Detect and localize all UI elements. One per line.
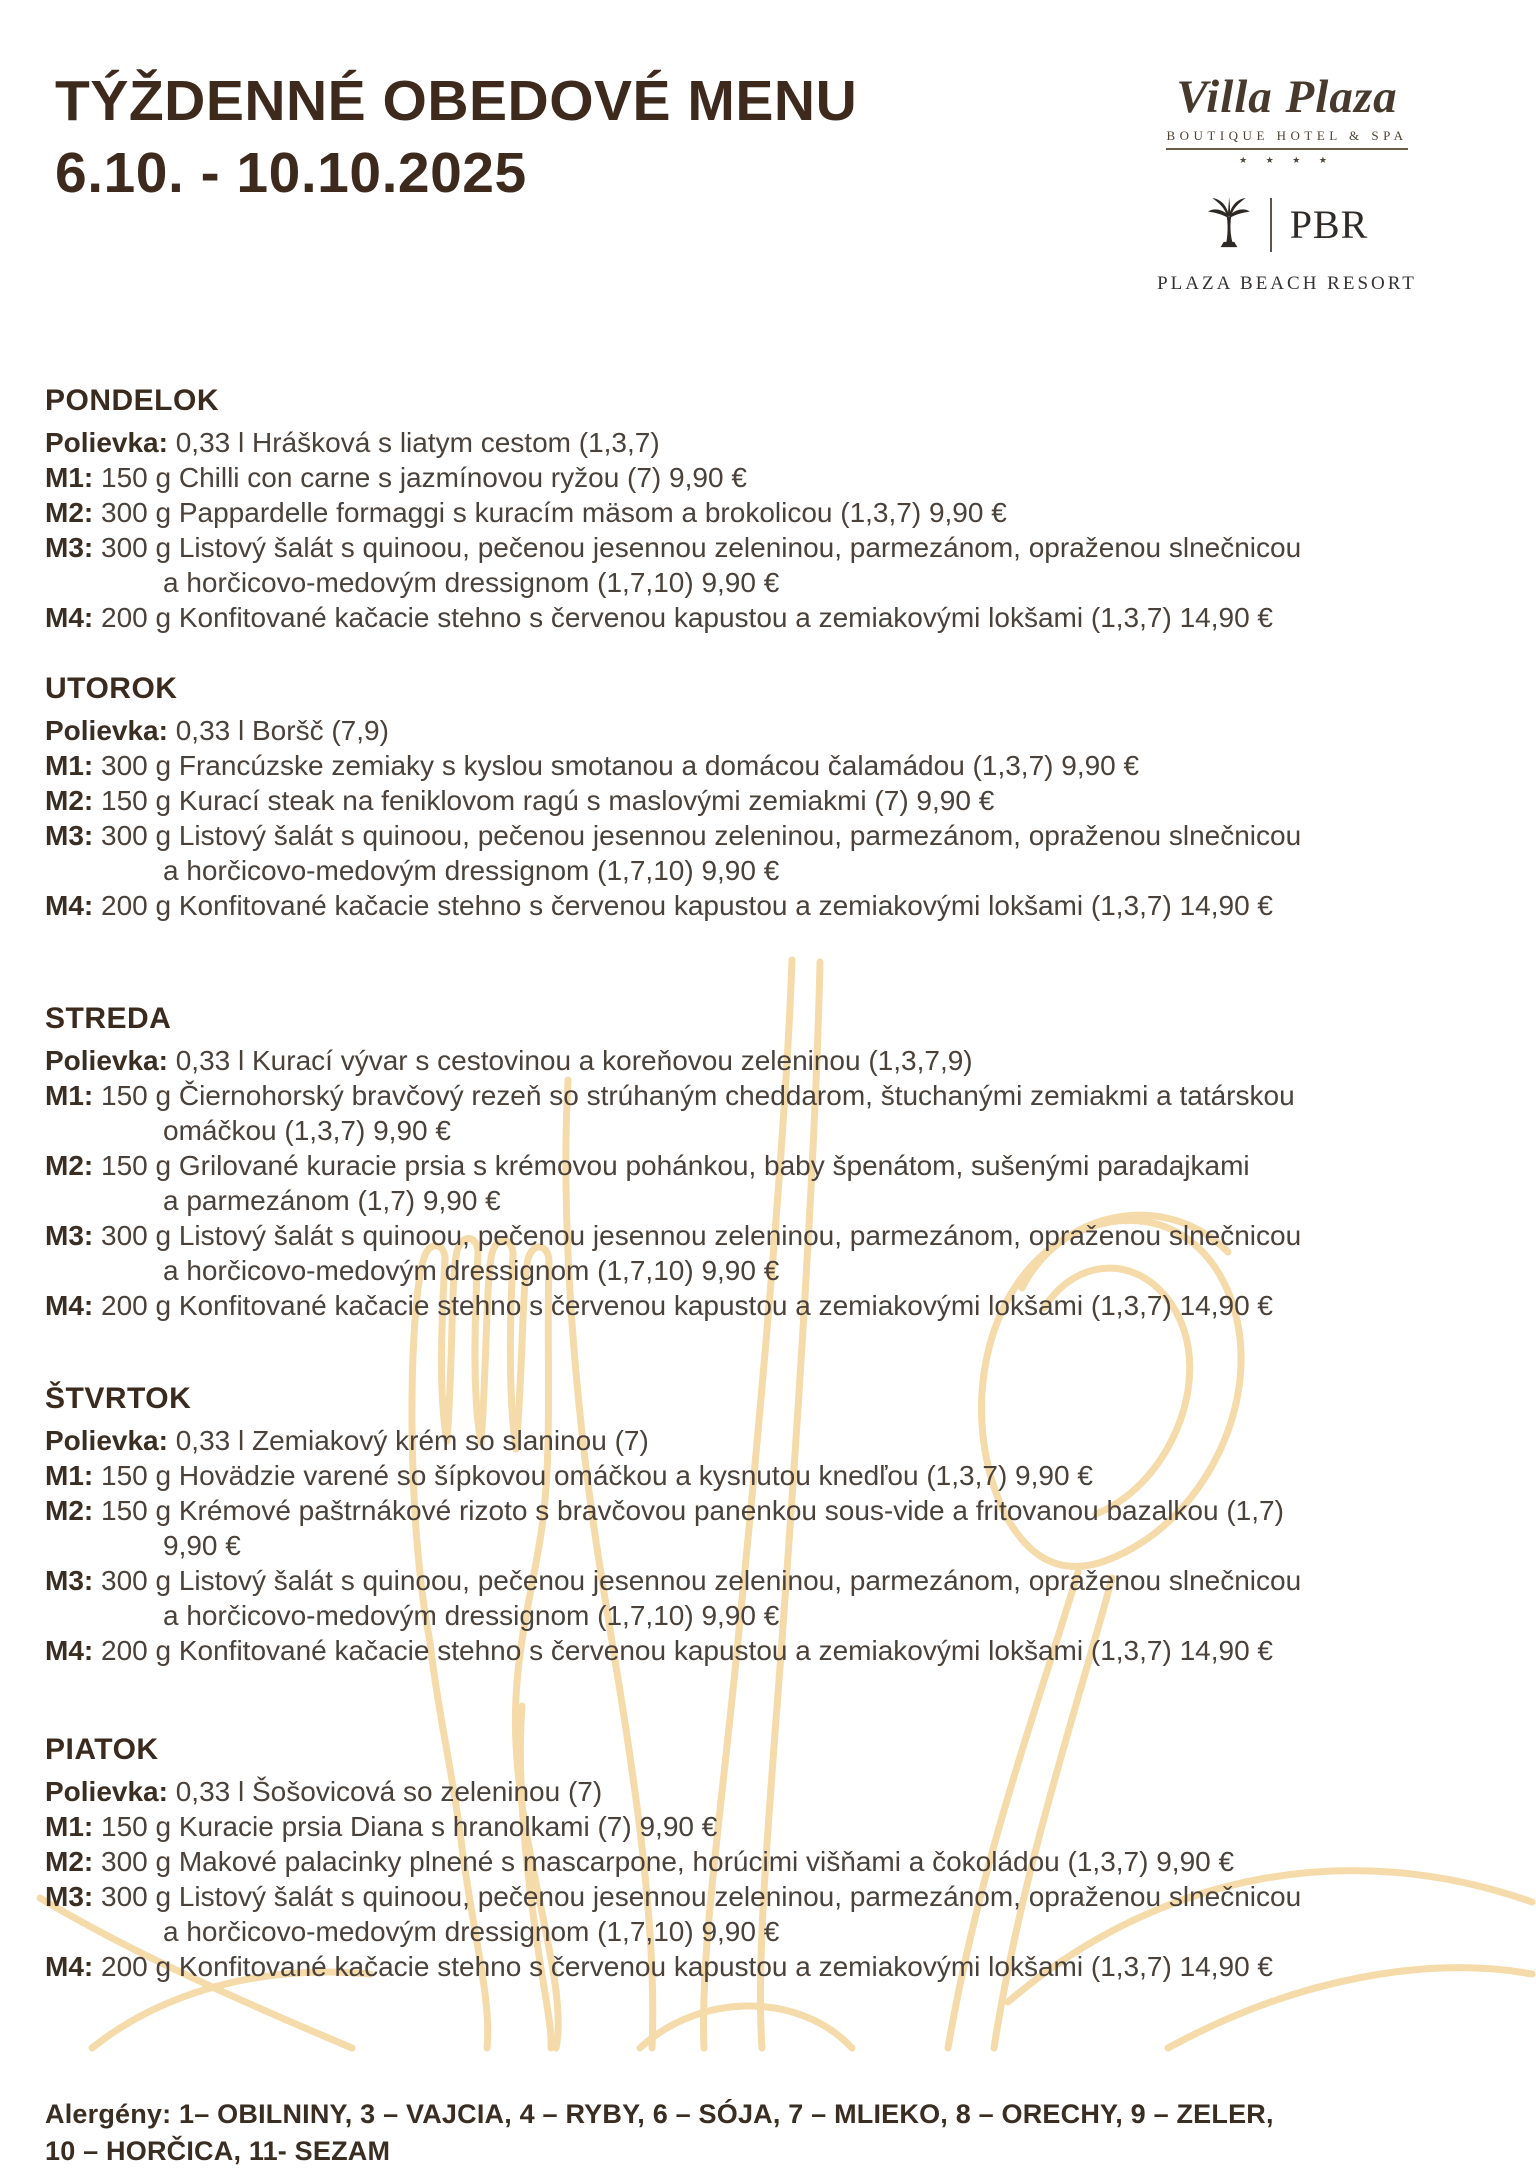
item-text: 150 g Hovädzie varené so šípkovou omáčkou a kysnutou knedľou (1,3,7) 9,90 € xyxy=(101,1460,1093,1491)
day-heading: STREDA xyxy=(45,1002,172,1035)
menu-item xyxy=(45,1879,1496,1949)
item-text: 150 g Chilli con carne s jazmínovou ryžou (7) 9,90 € xyxy=(101,462,747,493)
day-heading: PONDELOK xyxy=(45,384,220,417)
menu-item xyxy=(45,1493,1496,1563)
boutique-hotel-subtitle: BOUTIQUE HOTEL & SPA xyxy=(1166,128,1407,150)
item-text: 300 g Makové palacinky plnené s mascarpone, horúcimi višňami a čokoládou (1,3,7) 9,90 € xyxy=(101,1846,1235,1877)
item-text: 0,33 l Zemiakový krém so slaninou (7) xyxy=(175,1425,649,1456)
menu-item xyxy=(45,600,1496,635)
title-line-2: 6.10. - 10.10.2025 xyxy=(55,140,527,205)
menu-item xyxy=(45,1774,1496,1809)
item-text: 150 g Krémové paštrnákové rizoto s bravčovou panenkou sous-vide a fritovanou bazalkou (1,7) xyxy=(101,1495,1284,1526)
menu-item xyxy=(45,1809,1496,1844)
item-label: M4: xyxy=(45,1635,101,1666)
four-stars-rating: ★ ★ ★ ★ xyxy=(1239,155,1335,165)
item-label: M3: xyxy=(45,1881,101,1912)
item-text: 0,33 l Šošovicová so zeleninou (7) xyxy=(175,1776,603,1807)
item-text-continuation: 9,90 € xyxy=(163,1530,241,1561)
menu-item xyxy=(45,1423,1496,1458)
item-text: 300 g Listový šalát s quinoou, pečenou jesennou zeleninou, parmezánom, opraženou slnečnicou xyxy=(101,532,1302,563)
item-label: M3: xyxy=(45,1220,101,1251)
item-label: M1: xyxy=(45,1080,101,1111)
menu-item xyxy=(45,888,1496,923)
palm-tree-icon xyxy=(1206,194,1252,255)
day-section-štvrtok xyxy=(45,1381,1496,1668)
title-line-1: TÝŽDENNÉ OBEDOVÉ MENU xyxy=(55,69,858,133)
item-text: 200 g Konfitované kačacie stehno s červenou kapustou a zemiakovými lokšami (1,3,7) 14,90 € xyxy=(101,602,1273,633)
item-text-continuation: a parmezánom (1,7) 9,90 € xyxy=(163,1185,501,1216)
menu-item xyxy=(45,1633,1496,1668)
item-label: M4: xyxy=(45,602,101,633)
day-heading: PIATOK xyxy=(45,1733,159,1766)
day-heading: ŠTVRTOK xyxy=(45,1382,192,1415)
item-label: M1: xyxy=(45,1460,101,1491)
item-text: 0,33 l Hrášková s liatym cestom (1,3,7) xyxy=(175,427,660,458)
menu-item xyxy=(45,425,1496,460)
pbr-logo-row xyxy=(1092,194,1482,255)
plaza-beach-resort-name: PLAZA BEACH RESORT xyxy=(1157,273,1417,294)
menu-item xyxy=(45,1288,1496,1323)
item-text: 0,33 l Kurací vývar s cestovinou a koreňovou zeleninou (1,3,7,9) xyxy=(175,1045,973,1076)
menu-item xyxy=(45,1078,1496,1148)
item-label: M4: xyxy=(45,890,101,921)
day-section-utorok xyxy=(45,671,1496,923)
item-text: 200 g Konfitované kačacie stehno s červenou kapustou a zemiakovými lokšami (1,3,7) 14,90 € xyxy=(101,1635,1273,1666)
menu-item xyxy=(45,713,1496,748)
menu-item xyxy=(45,1043,1496,1078)
item-label: M2: xyxy=(45,1150,101,1181)
menu-item xyxy=(45,1844,1496,1879)
menu-item xyxy=(45,1148,1496,1218)
item-text-continuation: a horčicovo-medovým dressignom (1,7,10) 9,90 € xyxy=(163,1255,780,1286)
item-label: M1: xyxy=(45,462,101,493)
pbr-abbreviation: PBR xyxy=(1289,202,1369,247)
item-label: M2: xyxy=(45,497,101,528)
item-text-continuation: a horčicovo-medovým dressignom (1,7,10) 9,90 € xyxy=(163,1600,780,1631)
item-label: Polievka: xyxy=(45,1776,176,1807)
item-text-continuation: omáčkou (1,3,7) 9,90 € xyxy=(163,1115,451,1146)
hotel-logo xyxy=(1092,70,1482,295)
item-text-continuation: a horčicovo-medovým dressignom (1,7,10) 9,90 € xyxy=(163,567,780,598)
item-text: 300 g Listový šalát s quinoou, pečenou jesennou zeleninou, parmezánom, opraženou slnečnicou xyxy=(101,820,1302,851)
item-text: 0,33 l Boršč (7,9) xyxy=(175,715,389,746)
item-text: 200 g Konfitované kačacie stehno s červenou kapustou a zemiakovými lokšami (1,3,7) 14,90 € xyxy=(101,1951,1273,1982)
allergens-line-2: 10 – HORČICA, 11- SEZAM xyxy=(45,2136,391,2166)
villa-plaza-wordmark: Villa Plaza xyxy=(1176,71,1398,123)
item-text: 150 g Kuracie prsia Diana s hranolkami (7) 9,90 € xyxy=(101,1811,718,1842)
item-label: Polievka: xyxy=(45,715,176,746)
menu-item xyxy=(45,1458,1496,1493)
item-text: 300 g Listový šalát s quinoou, pečenou jesennou zeleninou, parmezánom, opraženou slnečnicou xyxy=(101,1565,1302,1596)
day-section-streda xyxy=(45,1001,1496,1323)
item-text: 150 g Kurací steak na feniklovom ragú s maslovými zemiakmi (7) 9,90 € xyxy=(101,785,995,816)
item-text: 300 g Listový šalát s quinoou, pečenou jesennou zeleninou, parmezánom, opraženou slnečnicou xyxy=(101,1881,1302,1912)
item-label: M1: xyxy=(45,750,101,781)
item-label: Polievka: xyxy=(45,427,176,458)
menu-item xyxy=(45,1949,1496,1984)
item-text-continuation: a horčicovo-medovým dressignom (1,7,10) 9,90 € xyxy=(163,1916,780,1947)
allergens-footer xyxy=(45,2096,1496,2170)
item-label: M3: xyxy=(45,1565,101,1596)
item-label: M1: xyxy=(45,1811,101,1842)
item-label: Polievka: xyxy=(45,1425,176,1456)
item-text-continuation: a horčicovo-medovým dressignom (1,7,10) 9,90 € xyxy=(163,855,780,886)
item-label: M2: xyxy=(45,1846,101,1877)
day-section-pondelok xyxy=(45,383,1496,635)
item-label: Polievka: xyxy=(45,1045,176,1076)
item-label: M4: xyxy=(45,1951,101,1982)
item-text: 150 g Čiernohorský bravčový rezeň so strúhaným cheddarom, štuchanými zemiakmi a tatárskou xyxy=(101,1080,1295,1111)
menu-item xyxy=(45,783,1496,818)
item-text: 200 g Konfitované kačacie stehno s červenou kapustou a zemiakovými lokšami (1,3,7) 14,90 € xyxy=(101,1290,1273,1321)
day-heading: UTOROK xyxy=(45,672,178,705)
item-text: 150 g Grilované kuracie prsia s krémovou pohánkou, baby špenátom, sušenými paradajkami xyxy=(101,1150,1250,1181)
item-label: M3: xyxy=(45,532,101,563)
item-label: M4: xyxy=(45,1290,101,1321)
item-text: 200 g Konfitované kačacie stehno s červenou kapustou a zemiakovými lokšami (1,3,7) 14,90 € xyxy=(101,890,1273,921)
menu-item xyxy=(45,1563,1496,1633)
menu-item xyxy=(45,818,1496,888)
item-label: M2: xyxy=(45,785,101,816)
item-text: 300 g Listový šalát s quinoou, pečenou jesennou zeleninou, parmezánom, opraženou slnečnicou xyxy=(101,1220,1302,1251)
page-header xyxy=(45,66,1496,295)
item-label: M3: xyxy=(45,820,101,851)
menu-item xyxy=(45,748,1496,783)
menu-days xyxy=(45,383,1496,1984)
menu-item xyxy=(45,530,1496,600)
menu-item xyxy=(45,495,1496,530)
day-section-piatok xyxy=(45,1732,1496,1984)
item-text: 300 g Francúzske zemiaky s kyslou smotanou a domácou čalamádou (1,3,7) 9,90 € xyxy=(101,750,1140,781)
item-text: 300 g Pappardelle formaggi s kuracím mäsom a brokolicou (1,3,7) 9,90 € xyxy=(101,497,1007,528)
logo-divider xyxy=(1270,198,1272,252)
allergens-line-1: Alergény: 1– OBILNINY, 3 – VAJCIA, 4 – RYBY, 6 – SÓJA, 7 – MLIEKO, 8 – ORECHY, 9 – ZELER, xyxy=(45,2099,1274,2129)
item-label: M2: xyxy=(45,1495,101,1526)
menu-item xyxy=(45,1218,1496,1288)
page-title xyxy=(55,66,857,210)
menu-item xyxy=(45,460,1496,495)
